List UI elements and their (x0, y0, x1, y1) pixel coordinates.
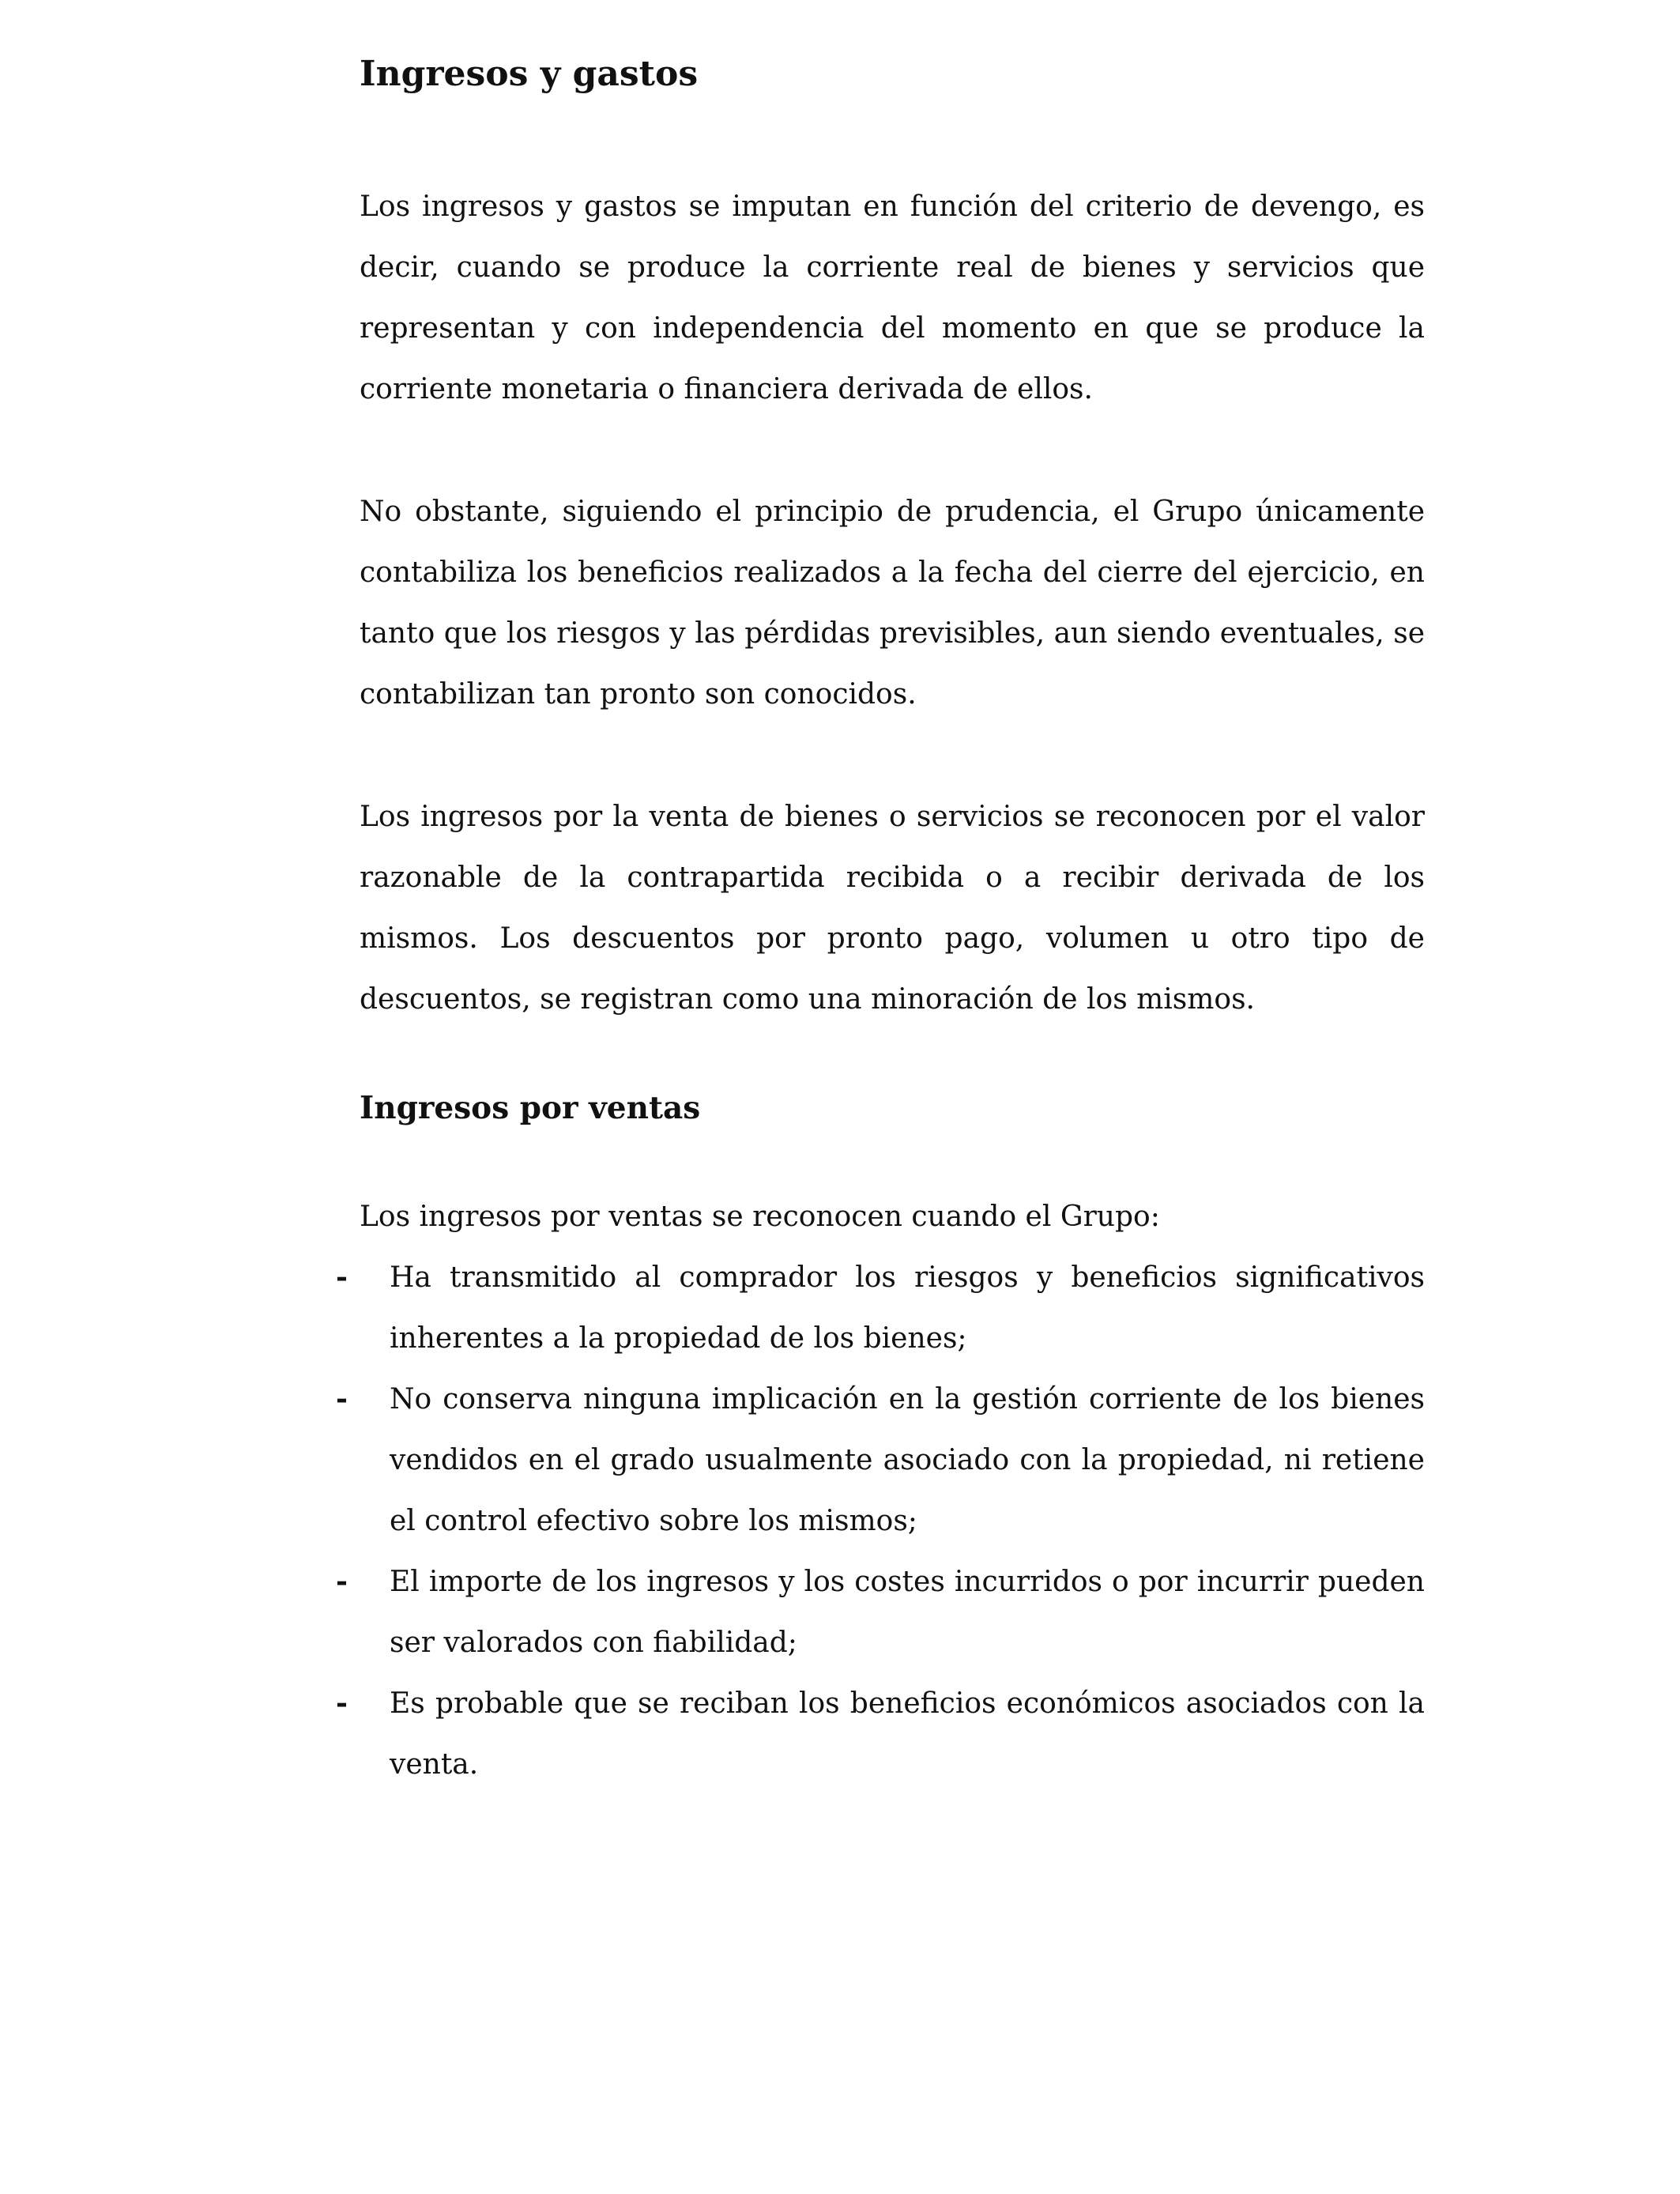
list-item-text: No conserva ninguna implicación en la gestión corriente de los bienes vendidos en el grado usualmente asociado con la propiedad, ni retiene el control efectivo sobre los mismos; (390, 1383, 1425, 1537)
bullet-dash: - (336, 1687, 348, 1720)
bullet-dash: - (336, 1382, 348, 1416)
conditions-list (336, 1247, 1425, 1795)
list-item-text: Es probable que se reciban los beneficios económicos asociados con la venta. (390, 1687, 1425, 1781)
subsection-heading: Ingresos por ventas (360, 1090, 701, 1126)
bullet-dash: - (336, 1261, 348, 1294)
list-item-text: El importe de los ingresos y los costes incurridos o por incurrir pueden ser valorados con fiabilidad; (390, 1566, 1425, 1659)
list-item (336, 1551, 1425, 1673)
list-item (336, 1673, 1425, 1795)
paragraph-venta-bienes: Los ingresos por la venta de bienes o servicios se reconocen por el valor razonable de la contrapartida recibida o a recibir derivada de los mismos. Los descuentos por pronto pago, volumen u otro tipo de descuentos, se registran como una minoración de los mismos. (360, 801, 1425, 1016)
subsection-intro: Los ingresos por ventas se reconocen cuando el Grupo: (360, 1201, 1160, 1233)
document-body (336, 47, 1425, 1795)
paragraph-prudencia: No obstante, siguiendo el principio de prudencia, el Grupo únicamente contabiliza los beneficios realizados a la fecha del cierre del ejercicio, en tanto que los riesgos y las pérdidas previsibles, aun siendo eventuales, se contabilizan tan pronto son conocidos. (360, 496, 1425, 711)
bullet-dash: - (336, 1565, 348, 1598)
list-item (336, 1247, 1425, 1369)
section-heading: Ingresos y gastos (360, 54, 699, 94)
list-item-text: Ha transmitido al comprador los riesgos y beneficios significativos inherentes a la propiedad de los bienes; (390, 1261, 1425, 1355)
paragraph-devengo: Los ingresos y gastos se imputan en función del criterio de devengo, es decir, cuando se produce la corriente real de bienes y servicios que representan y con independencia del momento en que se produce la corriente monetaria o financiera derivada de ellos. (360, 190, 1425, 405)
list-item (336, 1369, 1425, 1551)
